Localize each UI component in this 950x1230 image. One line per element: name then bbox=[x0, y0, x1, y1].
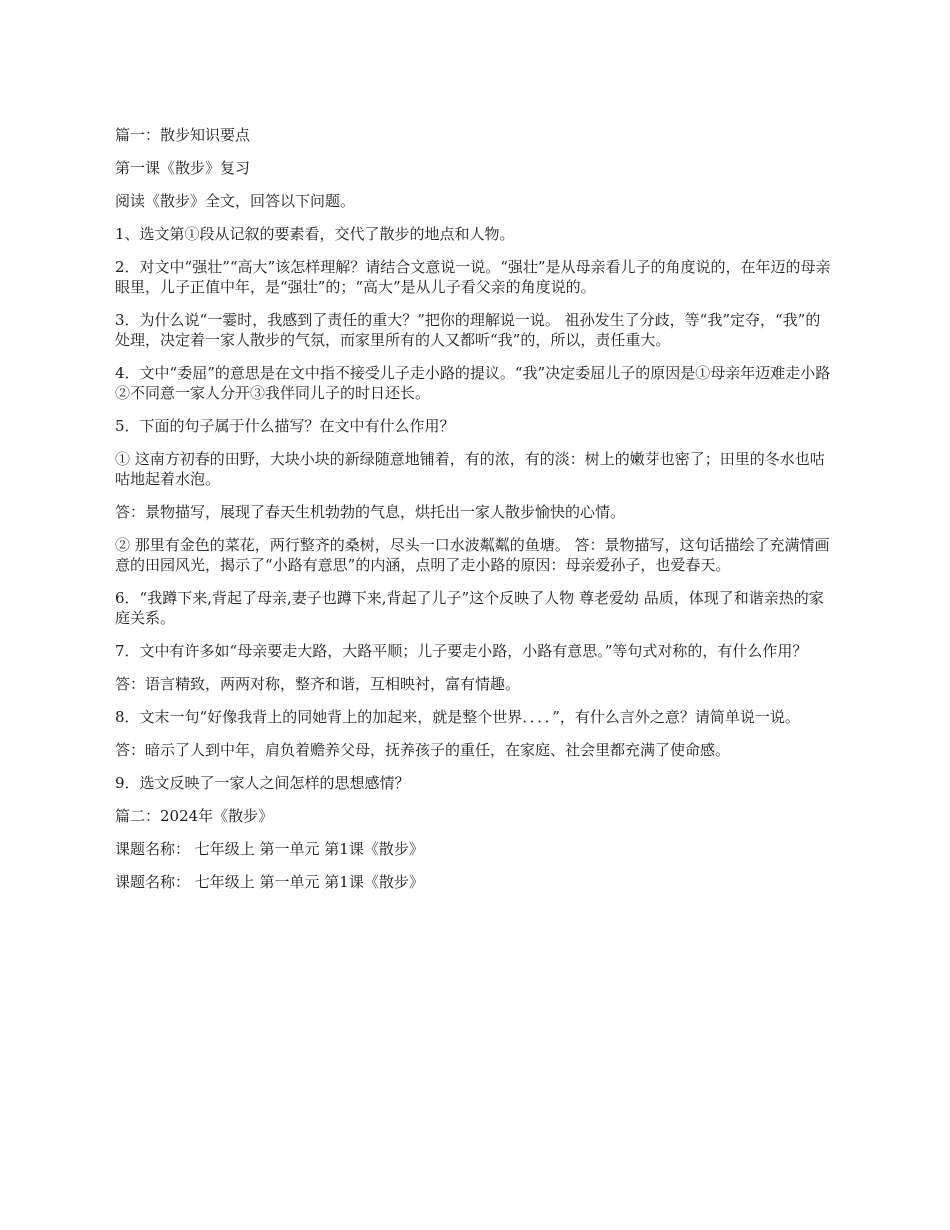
question-2: 2．对文中“强壮”“高大”该怎样理解？请结合文意说一说。“强壮”是从母亲看儿子的角度说的，在年迈的母亲眼里，儿子正值中年，是“强壮”的；“高大”是从儿子看父亲的角度说的。 bbox=[115, 258, 831, 296]
question-4: 4．文中“委屈”的意思是在文中指不接受儿子走小路的提议。“我”决定委屈儿子的原因是①母亲年迈难走小路②不同意一家人分开③我伴同儿子的时日还长。 bbox=[115, 364, 831, 402]
question-8: 8．文末一句“好像我背上的同她背上的加起来，就是整个世界．．．．”，有什么言外之意？请简单说一说。 bbox=[115, 708, 800, 726]
question-5: 5．下面的句子属于什么描写？在文中有什么作用？ bbox=[115, 417, 455, 435]
question-3: 3．为什么说“一霎时，我感到了责任的重大？”把你的理解说一说。 祖孙发生了分歧，等“我”定夺，“我”的处理，决定着一家人散步的气氛，而家里所有的人又都听“我”的，所以，责任重大。 bbox=[115, 311, 821, 349]
section-heading: 篇二：2024年《散步》 bbox=[115, 807, 274, 825]
answer-text: 答：暗示了人到中年，肩负着赡养父母，抚养孩子的重任，在家庭、社会里都充满了使命感。 bbox=[115, 741, 731, 759]
answer-text: 答：景物描写，展现了春天生机勃勃的气息，烘托出一家人散步愉快的心情。 bbox=[115, 503, 626, 521]
question-9: 9．选文反映了一家人之间怎样的思想感情？ bbox=[115, 774, 410, 792]
topic-name: 课题名称： 七年级上 第一单元 第1课《散步》 bbox=[115, 840, 424, 858]
quote-2: ② 那里有金色的菜花，两行整齐的桑树，尽头一口水波粼粼的鱼塘。 答：景物描写，这句话描绘了充满情画意的田园风光，揭示了“小路有意思”的内涵，点明了走小路的原因：母亲爱孙子，也爱春天。 bbox=[115, 536, 830, 574]
quote-1: ① 这南方初春的田野，大块小块的新绿随意地铺着，有的浓，有的淡：树上的嫩芽也密了；田里的冬水也咕咕地起着水泡。 bbox=[115, 450, 825, 488]
lesson-title: 第一课《散步》复习 bbox=[115, 159, 251, 177]
question-1: 1、选文第①段从记叙的要素看，交代了散步的地点和人物。 bbox=[115, 225, 515, 243]
answer-text: 答：语言精致，两两对称，整齐和谐，互相映衬，富有情趣。 bbox=[115, 675, 521, 693]
instruction-text: 阅读《散步》全文，回答以下问题。 bbox=[115, 192, 356, 210]
question-6: 6．“我蹲下来,背起了母亲,妻子也蹲下来,背起了儿子”这个反映了人物 尊老爱幼 品质，体现了和谐亲热的家庭关系。 bbox=[115, 589, 824, 627]
document-body bbox=[115, 125, 831, 905]
question-7: 7．文中有许多如“母亲要走大路，大路平顺；儿子要走小路，小路有意思。”等句式对称的，有什么作用？ bbox=[115, 642, 808, 660]
section-heading: 篇一：散步知识要点 bbox=[115, 126, 251, 144]
topic-name: 课题名称： 七年级上 第一单元 第1课《散步》 bbox=[115, 873, 424, 891]
